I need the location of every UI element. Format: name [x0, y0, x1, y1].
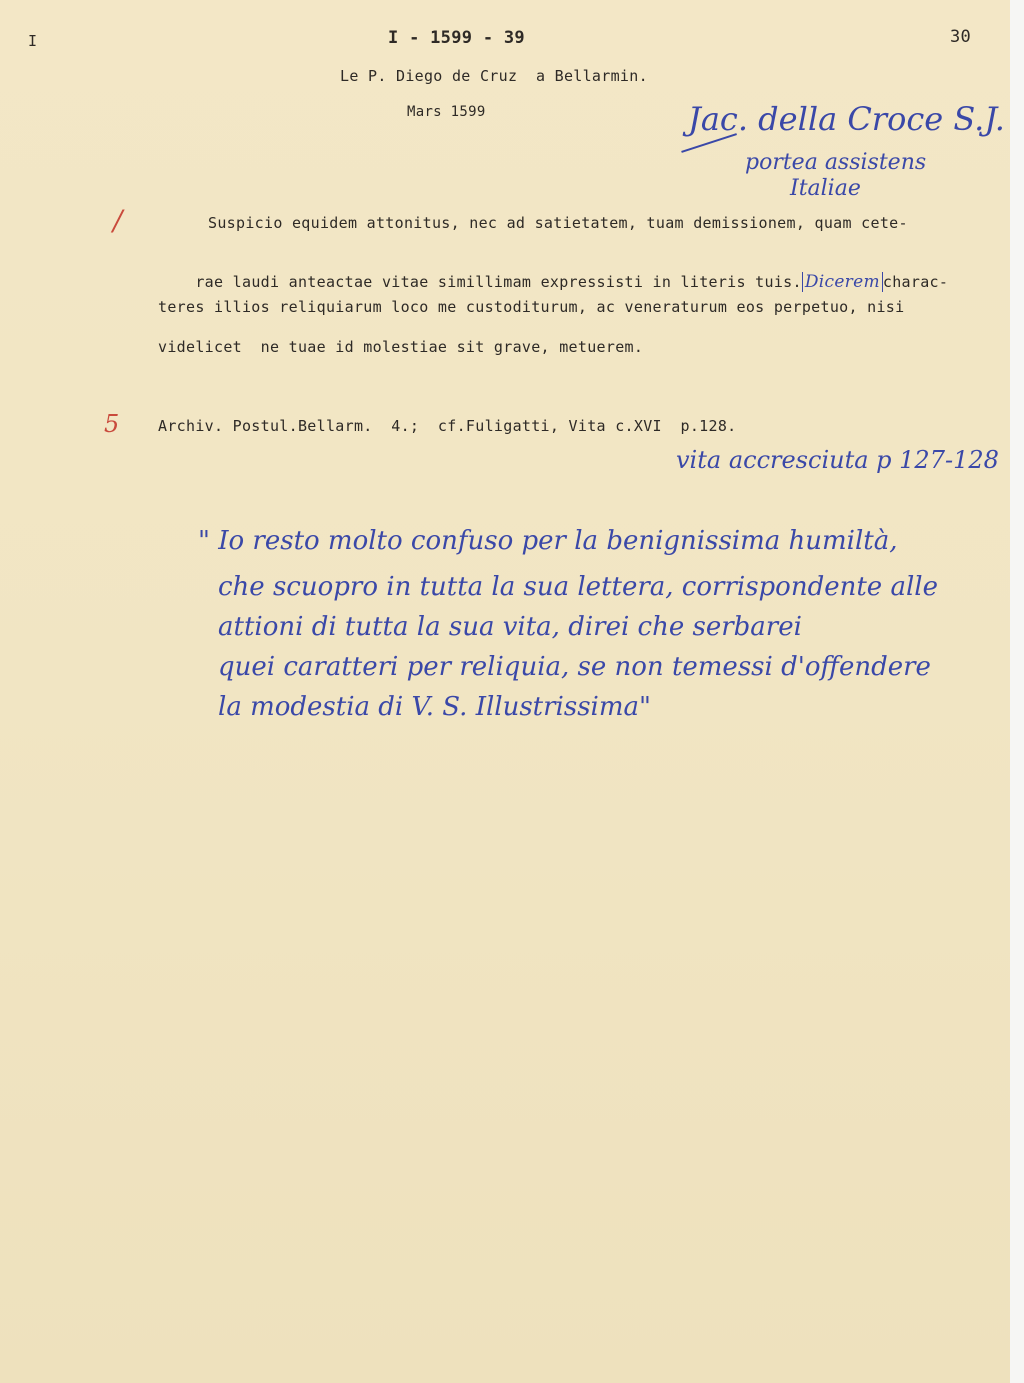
margin-five-mark: 5	[104, 410, 120, 438]
bracket-annotation: Dicerem	[802, 272, 883, 292]
letter-date: Mars 1599	[407, 104, 486, 120]
italian-line-5: la modestia di V. S. Illustrissima"	[218, 692, 651, 722]
left-margin-mark: I	[28, 32, 38, 50]
letter-title: Le P. Diego de Cruz a Bellarmin.	[340, 67, 648, 85]
latin-line-2-text: rae laudi anteactae vitae simillimam expressisti in literis tuis.	[195, 273, 802, 291]
page-number: 30	[950, 27, 972, 47]
author-role-annotation: portea assistens	[745, 150, 927, 175]
author-name-annotation: Jac. della Croce S.J.	[688, 100, 1005, 138]
scan-edge	[1010, 0, 1024, 1383]
source-citation: Archiv. Postul.Bellarm. 4.; cf.Fuligatti, Vita c.XVI p.128.	[158, 417, 737, 435]
document-reference: I - 1599 - 39	[388, 28, 525, 48]
italian-line-3: attioni di tutta la sua vita, direi che serbarei	[218, 612, 802, 642]
latin-line-1: Suspicio equidem attonitus, nec ad satietatem, tuam demissionem, quam cete-	[208, 214, 908, 232]
margin-slash-mark: /	[113, 204, 123, 237]
reference-annotation: vita accresciuta p 127-128	[676, 446, 999, 474]
author-role-annotation-2: Italiae	[790, 176, 861, 201]
latin-line-2-end: charac-	[882, 273, 949, 291]
italian-line-2: che scuopro in tutta la sua lettera, corrispondente alle	[218, 572, 938, 602]
italian-line-1: " Io resto molto confuso per la benignissima humiltà,	[198, 526, 898, 556]
latin-line-3: teres illios reliquiarum loco me custoditurum, ac veneraturum eos perpetuo, nisi	[158, 298, 905, 316]
italian-line-4: quei caratteri per reliquia, se non temessi d'offendere	[218, 652, 931, 682]
latin-line-4: videlicet ne tuae id molestiae sit grave, metuerem.	[158, 338, 644, 356]
